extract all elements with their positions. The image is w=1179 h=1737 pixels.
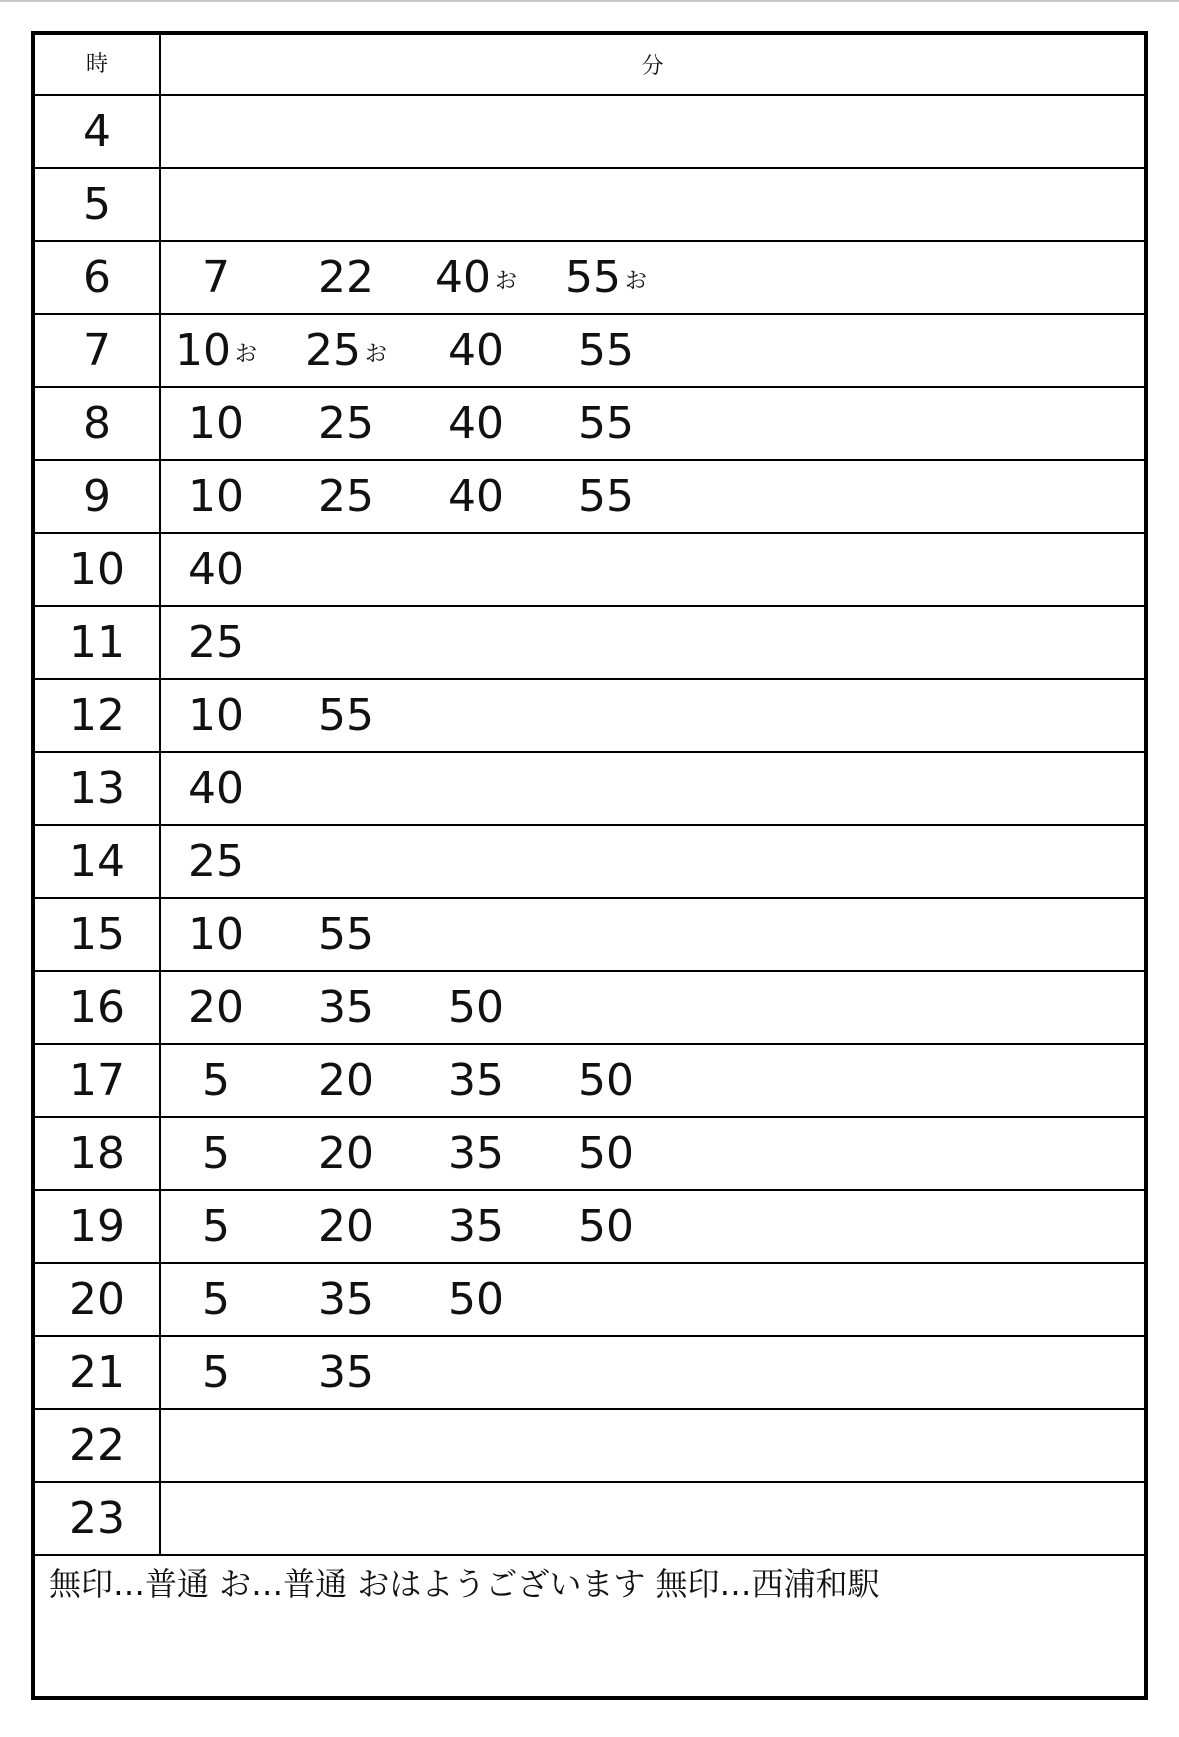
hour-cell: 11 <box>35 607 161 678</box>
minute-value: 35 <box>318 1273 374 1325</box>
minute-value: 25 <box>318 397 374 449</box>
departure-minute <box>296 899 396 970</box>
minutes-cell <box>161 388 1144 459</box>
departure-minute <box>426 388 526 459</box>
minute-value: 40 <box>434 251 491 303</box>
departure-minute <box>556 1118 656 1189</box>
departure-minute <box>426 242 526 313</box>
hour-cell: 22 <box>35 1410 161 1481</box>
minute-value: 20 <box>188 981 244 1033</box>
timetable-header <box>35 35 1144 96</box>
minute-value: 25 <box>318 470 374 522</box>
minutes-cell <box>161 1191 1144 1262</box>
minutes-cell <box>161 826 1144 897</box>
departure-minute <box>296 242 396 313</box>
table-row <box>35 461 1144 534</box>
table-row <box>35 1191 1144 1264</box>
hour-cell: 21 <box>35 1337 161 1408</box>
minutes-cell <box>161 534 1144 605</box>
train-type-mark: お <box>494 269 517 294</box>
departure-minute <box>556 315 656 386</box>
table-row <box>35 242 1144 315</box>
minute-value: 55 <box>578 324 634 376</box>
departure-minute <box>166 242 266 313</box>
minutes-cell <box>161 1118 1144 1189</box>
minutes-cell <box>161 607 1144 678</box>
minute-value: 50 <box>578 1127 634 1179</box>
hour-cell: 14 <box>35 826 161 897</box>
departure-minute <box>166 680 266 751</box>
train-type-mark: お <box>234 342 257 367</box>
minute-value: 40 <box>188 543 244 595</box>
minute-column-header: 分 <box>641 54 664 79</box>
minute-value: 10 <box>188 470 244 522</box>
minute-value: 55 <box>318 908 374 960</box>
minutes-cell <box>161 680 1144 751</box>
legend-note: 無印…普通 お…普通 おはようございます 無印…西浦和駅 <box>49 1565 880 1603</box>
departure-minute <box>296 680 396 751</box>
table-row <box>35 899 1144 972</box>
departure-minute <box>166 753 266 824</box>
hour-cell: 12 <box>35 680 161 751</box>
departure-minute <box>166 1191 266 1262</box>
minute-value: 10 <box>188 397 244 449</box>
hour-cell: 15 <box>35 899 161 970</box>
minute-value: 10 <box>188 689 244 741</box>
minute-value: 25 <box>188 616 244 668</box>
minute-value: 55 <box>564 251 621 303</box>
minute-value: 40 <box>448 397 504 449</box>
minutes-cell <box>161 972 1144 1043</box>
minute-value: 55 <box>578 397 634 449</box>
minutes-cell <box>161 1483 1144 1554</box>
minute-value: 40 <box>448 324 504 376</box>
departure-minute <box>166 1118 266 1189</box>
minute-value: 50 <box>578 1200 634 1252</box>
table-row <box>35 680 1144 753</box>
minutes-cell <box>161 315 1144 386</box>
hour-cell: 6 <box>35 242 161 313</box>
departure-minute <box>166 972 266 1043</box>
minutes-cell <box>161 753 1144 824</box>
minutes-cell <box>161 242 1144 313</box>
hour-column-header: 時 <box>35 35 161 94</box>
table-row <box>35 1337 1144 1410</box>
departure-minute <box>556 1191 656 1262</box>
departure-minute <box>166 534 266 605</box>
minutes-cell <box>161 1264 1144 1335</box>
departure-minute <box>426 315 526 386</box>
minute-value: 5 <box>202 1273 230 1325</box>
hour-cell: 5 <box>35 169 161 240</box>
departure-minute <box>296 315 396 386</box>
minute-value: 55 <box>318 689 374 741</box>
minute-value: 50 <box>578 1054 634 1106</box>
minute-value: 40 <box>448 470 504 522</box>
departure-minute <box>166 1264 266 1335</box>
minute-value: 5 <box>202 1054 230 1106</box>
minutes-cell <box>161 461 1144 532</box>
hour-cell: 18 <box>35 1118 161 1189</box>
table-row <box>35 753 1144 826</box>
hour-cell: 10 <box>35 534 161 605</box>
minute-value: 35 <box>448 1054 504 1106</box>
departure-minute <box>556 461 656 532</box>
minutes-cell <box>161 899 1144 970</box>
minute-value: 10 <box>174 324 231 376</box>
departure-minute <box>296 388 396 459</box>
train-type-mark: お <box>624 269 647 294</box>
hour-cell: 20 <box>35 1264 161 1335</box>
minutes-cell <box>161 1410 1144 1481</box>
minute-value: 5 <box>202 1346 230 1398</box>
departure-minute <box>556 388 656 459</box>
minutes-cell <box>161 169 1144 240</box>
departure-minute <box>296 972 396 1043</box>
table-row <box>35 1264 1144 1337</box>
table-row <box>35 315 1144 388</box>
hour-cell: 23 <box>35 1483 161 1554</box>
minute-value: 35 <box>448 1200 504 1252</box>
minutes-cell <box>161 1337 1144 1408</box>
minute-value: 20 <box>318 1200 374 1252</box>
departure-minute <box>296 1118 396 1189</box>
minute-value: 25 <box>188 835 244 887</box>
table-row <box>35 534 1144 607</box>
hour-cell: 7 <box>35 315 161 386</box>
hour-cell: 4 <box>35 96 161 167</box>
departure-minute <box>426 1118 526 1189</box>
departure-minute <box>166 1045 266 1116</box>
minute-value: 40 <box>188 762 244 814</box>
table-row <box>35 388 1144 461</box>
hour-cell: 9 <box>35 461 161 532</box>
departure-minute <box>426 1264 526 1335</box>
minute-value: 35 <box>318 981 374 1033</box>
minute-value: 50 <box>448 981 504 1033</box>
table-row <box>35 972 1144 1045</box>
minute-value: 20 <box>318 1054 374 1106</box>
minute-value: 50 <box>448 1273 504 1325</box>
departure-minute <box>296 461 396 532</box>
hour-cell: 13 <box>35 753 161 824</box>
timetable-body <box>35 96 1144 1556</box>
minute-value: 22 <box>318 251 374 303</box>
minute-value: 35 <box>318 1346 374 1398</box>
departure-minute <box>556 242 656 313</box>
minute-value: 55 <box>578 470 634 522</box>
departure-minute <box>426 1191 526 1262</box>
table-row <box>35 826 1144 899</box>
table-row <box>35 1410 1144 1483</box>
minute-value: 5 <box>202 1127 230 1179</box>
top-divider <box>0 0 1179 2</box>
table-row <box>35 96 1144 169</box>
departure-minute <box>166 315 266 386</box>
table-row <box>35 1118 1144 1191</box>
minutes-cell <box>161 96 1144 167</box>
departure-minute <box>426 461 526 532</box>
table-row <box>35 1045 1144 1118</box>
timetable <box>31 31 1148 1700</box>
minute-value: 25 <box>304 324 361 376</box>
departure-minute <box>556 1045 656 1116</box>
hour-cell: 17 <box>35 1045 161 1116</box>
minute-value: 10 <box>188 908 244 960</box>
train-type-mark: お <box>364 342 387 367</box>
departure-minute <box>296 1045 396 1116</box>
table-row <box>35 1483 1144 1556</box>
minute-value: 7 <box>202 251 230 303</box>
table-row <box>35 169 1144 242</box>
departure-minute <box>426 1045 526 1116</box>
departure-minute <box>166 899 266 970</box>
minutes-cell <box>161 1045 1144 1116</box>
departure-minute <box>166 1337 266 1408</box>
departure-minute <box>426 972 526 1043</box>
minute-value: 35 <box>448 1127 504 1179</box>
departure-minute <box>296 1191 396 1262</box>
departure-minute <box>166 461 266 532</box>
departure-minute <box>166 388 266 459</box>
hour-cell: 19 <box>35 1191 161 1262</box>
hour-cell: 8 <box>35 388 161 459</box>
table-row <box>35 607 1144 680</box>
departure-minute <box>296 1264 396 1335</box>
minute-value: 5 <box>202 1200 230 1252</box>
hour-cell: 16 <box>35 972 161 1043</box>
minute-value: 20 <box>318 1127 374 1179</box>
departure-minute <box>296 1337 396 1408</box>
departure-minute <box>166 826 266 897</box>
departure-minute <box>166 607 266 678</box>
